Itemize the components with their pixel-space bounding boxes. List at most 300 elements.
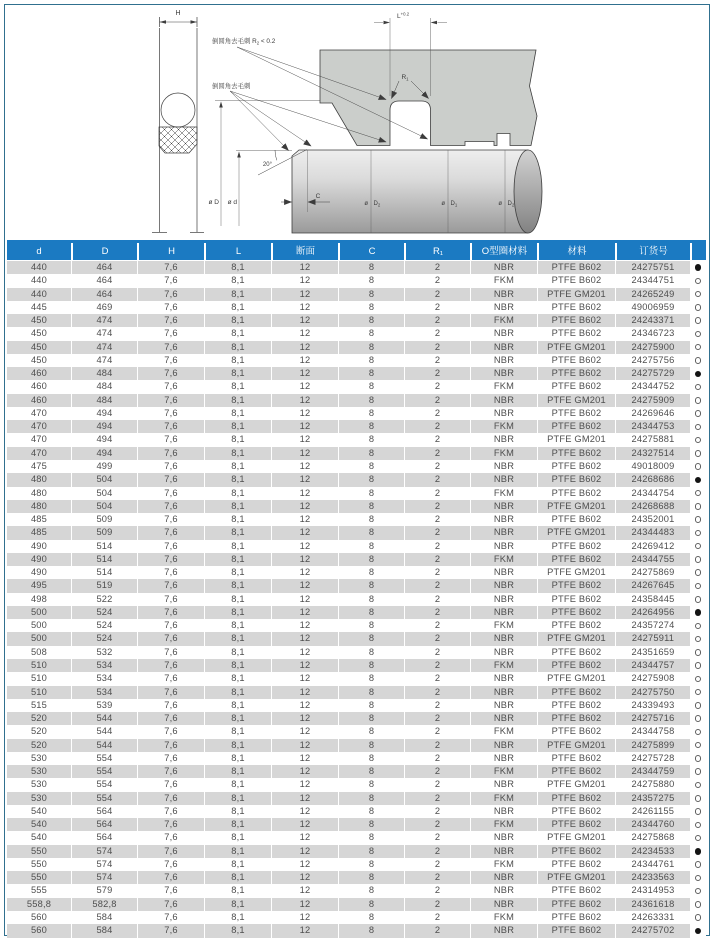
- shaft-dia-left-sym: ø: [364, 201, 368, 207]
- cell: 464: [71, 274, 137, 287]
- availability-marker: [690, 327, 706, 340]
- table-row: [7, 699, 706, 712]
- open-circle-icon: [695, 649, 702, 656]
- shaft-dia-right-sym: ø: [498, 201, 502, 207]
- open-circle-icon: [695, 782, 702, 789]
- cell: 12: [271, 672, 338, 685]
- cell: 524: [71, 619, 137, 632]
- cell: 24265249: [615, 288, 690, 301]
- cell: 12: [271, 911, 338, 924]
- cell: NBR: [470, 884, 537, 897]
- cell: 24275716: [615, 712, 690, 725]
- open-circle-icon: [695, 875, 702, 882]
- cell: 8,1: [204, 473, 271, 486]
- cell: 560: [7, 924, 71, 937]
- cell: 7,6: [137, 699, 204, 712]
- cell: 8: [338, 606, 404, 619]
- cell: 12: [271, 288, 338, 301]
- cell: 24267645: [615, 579, 690, 592]
- cell: 8,1: [204, 314, 271, 327]
- cell: 7,6: [137, 540, 204, 553]
- cell: 24314953: [615, 884, 690, 897]
- cell: 534: [71, 659, 137, 672]
- cell: 540: [30, 832, 48, 843]
- table-row: [7, 420, 706, 433]
- cell: 8,1: [204, 924, 271, 937]
- cell: 509: [71, 526, 137, 539]
- cell: PTFE B602: [537, 659, 615, 672]
- cell: 12: [271, 566, 338, 579]
- cell: 24344754: [615, 487, 690, 500]
- cell: 495: [7, 579, 71, 592]
- cell: 24263331: [615, 911, 690, 924]
- cell: 2: [404, 579, 470, 592]
- cell: FKM: [470, 553, 537, 566]
- cell: PTFE B602: [537, 712, 615, 725]
- cell: 2: [404, 725, 470, 738]
- cell: PTFE GM201: [537, 341, 615, 354]
- cell: 8: [338, 420, 404, 433]
- cell: 480: [7, 473, 71, 486]
- cell: 8,1: [204, 646, 271, 659]
- cell: 8,1: [204, 831, 271, 844]
- open-circle-icon: [695, 331, 702, 338]
- cell: 554: [71, 752, 137, 765]
- cell: NBR: [470, 367, 537, 380]
- cell: 2: [404, 380, 470, 393]
- cell: 530: [30, 779, 48, 790]
- cell: 8: [338, 619, 404, 632]
- cell: 8: [338, 924, 404, 937]
- cell: 7,6: [137, 526, 204, 539]
- table-row: [7, 911, 706, 924]
- cell: PTFE B602: [537, 725, 615, 738]
- cell: 494: [71, 407, 137, 420]
- cell: 8,1: [204, 341, 271, 354]
- cell: 2: [404, 500, 470, 513]
- availability-marker: [690, 566, 706, 579]
- cell: 8,1: [204, 447, 271, 460]
- cell: PTFE GM201: [537, 871, 615, 884]
- cell: 8: [338, 540, 404, 553]
- note-r2: 倒圆角去毛刺 $R_2 < 0.2$: [212, 38, 276, 46]
- cell: 7,6: [137, 261, 204, 274]
- cell: 12: [271, 579, 338, 592]
- cell: 24339493: [615, 699, 690, 712]
- cell: 554: [71, 765, 137, 778]
- cell: 550: [7, 845, 71, 858]
- cell: 7,6: [137, 301, 204, 314]
- cell: NBR: [470, 898, 537, 911]
- cell: 24344761: [615, 858, 690, 871]
- cell: 8,1: [204, 632, 271, 645]
- cell: 12: [271, 632, 338, 645]
- cell: NBR: [470, 394, 537, 407]
- cell: 2: [404, 884, 470, 897]
- cell: 2: [404, 739, 470, 752]
- cell: 494: [71, 433, 137, 446]
- cell: 8,1: [204, 301, 271, 314]
- cell: NBR: [470, 712, 537, 725]
- cell: NBR: [470, 301, 537, 314]
- cell: 2: [404, 261, 470, 274]
- cell: 514: [71, 540, 137, 553]
- cell: 12: [271, 460, 338, 473]
- cell: 520: [7, 739, 71, 752]
- cell: 8: [338, 778, 404, 791]
- cell: 524: [71, 632, 137, 645]
- cell: 24344758: [615, 725, 690, 738]
- cell: 12: [271, 487, 338, 500]
- cell: NBR: [470, 752, 537, 765]
- cell: 7,6: [137, 752, 204, 765]
- cell: PTFE B602: [537, 420, 615, 433]
- table-row: [7, 579, 706, 592]
- cell: 7,6: [137, 924, 204, 937]
- availability-marker: [690, 845, 706, 858]
- cell: 7,6: [137, 593, 204, 606]
- cell: 574: [71, 858, 137, 871]
- cell: 470: [30, 407, 48, 418]
- table-row: [7, 341, 706, 354]
- cell: 8: [338, 513, 404, 526]
- cell: NBR: [470, 579, 537, 592]
- cell: 24275880: [615, 778, 690, 791]
- cell: 8,1: [204, 579, 271, 592]
- cell: 8,1: [204, 739, 271, 752]
- cell: 2: [404, 513, 470, 526]
- cell: NBR: [470, 672, 537, 685]
- cell: 8,1: [204, 540, 271, 553]
- cell: 7,6: [137, 646, 204, 659]
- cell: 12: [271, 845, 338, 858]
- cell: 8,1: [204, 619, 271, 632]
- cell: 24275908: [615, 672, 690, 685]
- table-row: [7, 871, 706, 884]
- availability-marker: [690, 659, 706, 672]
- availability-marker: [690, 606, 706, 619]
- availability-marker: [690, 513, 706, 526]
- cell: NBR: [470, 513, 537, 526]
- availability-marker: [690, 593, 706, 606]
- cell: 530: [7, 765, 71, 778]
- cell: 7,6: [137, 739, 204, 752]
- cell: 7,6: [137, 606, 204, 619]
- cell: 2: [404, 314, 470, 327]
- availability-marker: [690, 288, 706, 301]
- open-circle-icon: [695, 516, 702, 523]
- cell: 440: [7, 261, 71, 274]
- availability-marker: [690, 354, 706, 367]
- table-row: [7, 778, 706, 791]
- cell: 504: [71, 500, 137, 513]
- cell: 509: [71, 513, 137, 526]
- cell: 510: [30, 673, 48, 684]
- cell: 532: [71, 646, 137, 659]
- cell: FKM: [470, 659, 537, 672]
- open-circle-icon: [695, 835, 702, 842]
- cell: NBR: [470, 288, 537, 301]
- cell: 2: [404, 672, 470, 685]
- cell: 7,6: [137, 394, 204, 407]
- cell: 24275728: [615, 752, 690, 765]
- cell: 2: [404, 659, 470, 672]
- availability-marker: [690, 765, 706, 778]
- cell: 7,6: [137, 659, 204, 672]
- cell: NBR: [470, 407, 537, 420]
- cell: 554: [71, 792, 137, 805]
- open-circle-icon: [695, 636, 702, 643]
- cell: 12: [271, 500, 338, 513]
- cell: 8: [338, 712, 404, 725]
- cell: 7,6: [137, 911, 204, 924]
- table-row: [7, 367, 706, 380]
- open-circle-icon: [695, 357, 702, 364]
- cell: 8: [338, 487, 404, 500]
- cell: PTFE B602: [537, 513, 615, 526]
- cell: 534: [71, 686, 137, 699]
- cell: 8,1: [204, 407, 271, 420]
- cell: 550: [30, 858, 48, 869]
- cell: NBR: [470, 593, 537, 606]
- cell: 8,1: [204, 845, 271, 858]
- cell: 500: [7, 606, 71, 619]
- cell: 544: [71, 712, 137, 725]
- cell: FKM: [470, 380, 537, 393]
- cell: FKM: [470, 314, 537, 327]
- cell: 7,6: [137, 500, 204, 513]
- cell: 24275750: [615, 686, 690, 699]
- cell: 12: [271, 712, 338, 725]
- cell: 7,6: [137, 778, 204, 791]
- cell: PTFE GM201: [537, 500, 615, 513]
- table-row: [7, 261, 706, 274]
- cell: 544: [71, 725, 137, 738]
- cell: PTFE GM201: [537, 739, 615, 752]
- cell: 7,6: [137, 686, 204, 699]
- cell: 490: [7, 553, 71, 566]
- cell: 564: [71, 805, 137, 818]
- cell: 7,6: [137, 274, 204, 287]
- cell: FKM: [470, 420, 537, 433]
- shaft: [292, 150, 528, 233]
- cell: 490: [30, 567, 48, 578]
- open-circle-icon: [695, 662, 702, 669]
- cell: 12: [271, 646, 338, 659]
- cell: 8,1: [204, 898, 271, 911]
- cell: 2: [404, 566, 470, 579]
- backup-ring-hatched: [159, 127, 197, 153]
- cell: 2: [404, 606, 470, 619]
- cell: 12: [271, 659, 338, 672]
- cell: 24275911: [615, 632, 690, 645]
- cell: 8,1: [204, 513, 271, 526]
- cell: 7,6: [137, 858, 204, 871]
- cell: NBR: [470, 739, 537, 752]
- cell: 12: [271, 354, 338, 367]
- cell: NBR: [470, 500, 537, 513]
- cell: 2: [404, 805, 470, 818]
- availability-marker: [690, 898, 706, 911]
- open-circle-icon: [695, 755, 702, 762]
- cell: 8: [338, 433, 404, 446]
- cell: 8,1: [204, 500, 271, 513]
- cell: 12: [271, 619, 338, 632]
- availability-marker: [690, 778, 706, 791]
- cell: 24275900: [615, 341, 690, 354]
- cell: 8,1: [204, 288, 271, 301]
- chamfer-angle-label: 20°: [262, 162, 272, 168]
- cell: 2: [404, 646, 470, 659]
- cell: PTFE GM201: [537, 566, 615, 579]
- cell: 24344755: [615, 553, 690, 566]
- availability-marker: [690, 632, 706, 645]
- shaft-dia-mid: $D_1$: [450, 201, 458, 208]
- cell: 8,1: [204, 659, 271, 672]
- cell: 12: [271, 871, 338, 884]
- cell: 7,6: [137, 845, 204, 858]
- cell: 2: [404, 765, 470, 778]
- cell: 24351659: [615, 646, 690, 659]
- cell: 24261155: [615, 805, 690, 818]
- cell: 7,6: [137, 354, 204, 367]
- open-circle-icon: [695, 715, 702, 722]
- availability-marker: [690, 314, 706, 327]
- open-circle-icon: [695, 278, 702, 285]
- column-header: d: [36, 246, 42, 257]
- availability-marker: [690, 818, 706, 831]
- column-header: 订货号: [615, 243, 690, 260]
- cell: 12: [271, 540, 338, 553]
- cell: 2: [404, 394, 470, 407]
- column-header: C: [338, 243, 404, 260]
- cell: 480: [7, 500, 71, 513]
- cell: 464: [71, 261, 137, 274]
- cell: 2: [404, 778, 470, 791]
- cell: 8,1: [204, 792, 271, 805]
- cell: 7,6: [137, 420, 204, 433]
- cell: 450: [30, 328, 48, 339]
- cell: 8: [338, 739, 404, 752]
- cell: PTFE B602: [537, 301, 615, 314]
- cell: 8,1: [204, 593, 271, 606]
- cell: 2: [404, 619, 470, 632]
- cell: 8,1: [204, 884, 271, 897]
- cell: 8,1: [204, 487, 271, 500]
- cell: 514: [71, 553, 137, 566]
- cell: FKM: [470, 858, 537, 871]
- cell: 24233563: [615, 871, 690, 884]
- column-header: R₁: [404, 243, 470, 260]
- cell: 480: [30, 487, 48, 498]
- cell: 8,1: [204, 805, 271, 818]
- cell: 474: [71, 314, 137, 327]
- cell: 24344751: [615, 274, 690, 287]
- table-row: [7, 288, 706, 301]
- cell: FKM: [470, 487, 537, 500]
- cell: 550: [7, 871, 71, 884]
- bore-diameter-label: ø D: [208, 199, 219, 206]
- cell: 8: [338, 526, 404, 539]
- cell: PTFE B602: [537, 765, 615, 778]
- cell: PTFE GM201: [537, 831, 615, 844]
- availability-marker: [690, 686, 706, 699]
- cell: 510: [7, 686, 71, 699]
- cell: 12: [271, 380, 338, 393]
- cell: PTFE GM201: [537, 632, 615, 645]
- cell: 460: [7, 367, 71, 380]
- cell: PTFE GM201: [537, 288, 615, 301]
- cell: 2: [404, 792, 470, 805]
- cell: 2: [404, 526, 470, 539]
- cell: NBR: [470, 632, 537, 645]
- cell: 8,1: [204, 606, 271, 619]
- cell: 8: [338, 871, 404, 884]
- cell: 554: [71, 778, 137, 791]
- cell: 8: [338, 460, 404, 473]
- cell: 475: [30, 460, 48, 471]
- availability-marker: [690, 407, 706, 420]
- cell: 12: [271, 314, 338, 327]
- open-circle-icon: [695, 384, 702, 391]
- cell: 8: [338, 341, 404, 354]
- cell: 24275881: [615, 433, 690, 446]
- cell: 8,1: [204, 858, 271, 871]
- dim-r1-label: $R_1$: [401, 74, 409, 82]
- cell: 8: [338, 327, 404, 340]
- open-circle-icon: [695, 689, 702, 696]
- cell: NBR: [470, 924, 537, 937]
- table-row: [7, 447, 706, 460]
- cell: 564: [71, 818, 137, 831]
- open-circle-icon: [695, 410, 702, 417]
- cell: 8,1: [204, 354, 271, 367]
- cell: 24344759: [615, 765, 690, 778]
- cell: 2: [404, 288, 470, 301]
- filled-circle-icon: [695, 848, 702, 855]
- cell: 8: [338, 274, 404, 287]
- technical-drawing: [0, 0, 714, 240]
- open-circle-icon: [695, 490, 702, 497]
- cell: 500: [30, 620, 48, 631]
- cell: 7,6: [137, 407, 204, 420]
- cell: 8: [338, 288, 404, 301]
- cell: 12: [271, 858, 338, 871]
- cell: 8,1: [204, 725, 271, 738]
- cell: 524: [71, 606, 137, 619]
- open-circle-icon: [695, 463, 702, 470]
- cell: FKM: [470, 818, 537, 831]
- cell: 12: [271, 898, 338, 911]
- cell: 12: [271, 778, 338, 791]
- availability-marker: [690, 420, 706, 433]
- cell: 2: [404, 553, 470, 566]
- cell: 490: [30, 540, 48, 551]
- cell: PTFE GM201: [537, 433, 615, 446]
- cell: 540: [7, 818, 71, 831]
- shaft-end-cap: [514, 150, 542, 233]
- cell: 49018009: [615, 460, 690, 473]
- open-circle-icon: [695, 556, 702, 563]
- cell: 8,1: [204, 765, 271, 778]
- open-circle-icon: [695, 530, 702, 537]
- cell: PTFE B602: [537, 619, 615, 632]
- table-row: [7, 924, 706, 937]
- cell: PTFE B602: [537, 274, 615, 287]
- cell: 12: [271, 420, 338, 433]
- cell: PTFE B602: [537, 752, 615, 765]
- cell: 24352001: [615, 513, 690, 526]
